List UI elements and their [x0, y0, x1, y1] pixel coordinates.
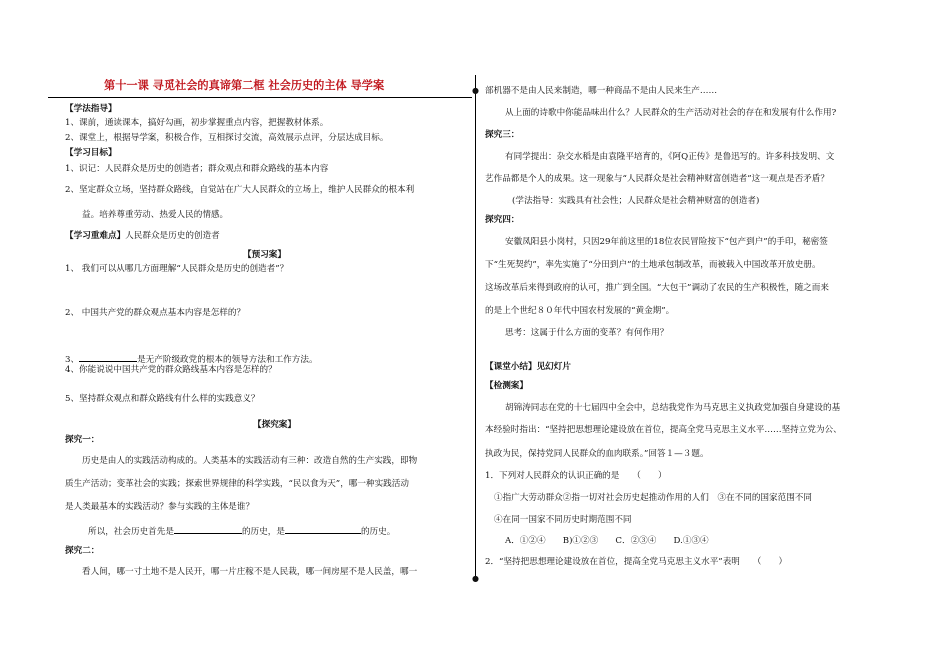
- tanjiu1-para-1: 历史是由人的实践活动构成的。人类基本的实践活动有三种：改造自然的生产实践，即物: [82, 456, 418, 466]
- mubiao-item-2a: 2、坚定群众立场，坚持群众路线，自觉站在广大人民群众的立场上，维护人民群众的根本利: [65, 185, 415, 195]
- zhongdian-text: 人民群众是历史的创造者: [125, 231, 220, 241]
- mubiao-heading: 【学习目标】: [65, 148, 117, 158]
- tanjiu3-guide: (学法指导：实践具有社会性；人民群众是社会精神财富的创造者): [512, 196, 760, 206]
- tanjiu3-para-2: 艺作品都是个人的成果。这一现象与“人民群众是社会精神财富创造者”这一观点是否矛盾？: [485, 174, 829, 184]
- question-2: 2．“坚持把思想理论建设放在首位，提高全党马克思主义水平”表明 （ ）: [485, 557, 788, 567]
- question-1: 1．下列对人民群众的认识正确的是 （ ）: [485, 471, 667, 481]
- yuxi-q3-suffix: 是无产阶级政党的根本的领导方法和工作方法。: [137, 355, 318, 365]
- mubiao-item-1: 1、识记：人民群众是历史的创造者；群众观点和群众路线的基本内容: [65, 164, 329, 174]
- jiance-para-1: 胡锦涛同志在党的十七届四中全会中，总结我党作为马克思主义执政党加强自身建设的基: [505, 403, 841, 413]
- question-1-statements-b: ④在同一国家不同历史时期范围不同: [494, 515, 632, 525]
- zhongdian-line: [65, 231, 220, 242]
- xuefa-item-1: 1、课前，通读课本，搞好勾画，初步掌握重点内容，把握教材体系。: [65, 118, 329, 128]
- divider-mark-bottom: ●: [472, 574, 479, 583]
- yuxi-q1: 1、 我们可以从哪几方面理解“人民群众是历史的创造者”？: [65, 264, 289, 274]
- tanjiu1-fill-a: 所以，社会历史首先是: [88, 527, 174, 537]
- yuxi-q3-prefix: 3、: [65, 355, 80, 365]
- tanjiu4-think: 思考：这属于什么方面的变革？有何作用？: [505, 328, 669, 338]
- question-1-statements-a: ①指广大劳动群众②指一切对社会历史起推动作用的人们 ③在不同的国家范围不同: [494, 493, 812, 503]
- tanjiu2-para-2: 部机器不是由人民来制造，哪一种商品不是由人民来生产……: [485, 86, 718, 96]
- tanjiu1-fill-c: 的历史。: [360, 527, 396, 537]
- tanjiu1-fill-line: [88, 524, 395, 538]
- yuxi-q3-blank[interactable]: [79, 352, 137, 362]
- yuxi-q4: 4、你能说说中国共产党的群众路线基本内容是怎样的？: [65, 365, 277, 375]
- tanjiu4-para-4: 的是上个世纪８０年代中国农村发展的“黄金期”。: [485, 306, 675, 316]
- tanjiu2-heading: 探究二：: [65, 546, 100, 556]
- tanjiu1-blank-1[interactable]: [174, 524, 242, 534]
- page-title: 第十一课 寻觅社会的真谛第二框 社会历史的主体 导学案: [104, 78, 385, 92]
- tanjiu3-para-1: 有同学提出：杂交水稻是由袁隆平培育的，《阿Q正传》是鲁迅写的。许多科技发明、文: [505, 152, 835, 162]
- yuxi-heading: 【预习案】: [243, 250, 286, 260]
- column-divider: [475, 75, 476, 580]
- tanjiu4-para-2: 下“生死契约”，率先实施了“分田到户”的土地承包制改革，而被载入中国改革开放史册。: [485, 260, 821, 270]
- tanjiu2-question: 从上面的诗歌中你能品味出什么？人民群众的生产活动对社会的存在和发展有什么作用?: [505, 108, 837, 118]
- tanjiu3-heading: 探究三：: [485, 130, 520, 140]
- tanjiu2-para-1: 看人间，哪一寸土地不是人民开，哪一片庄稼不是人民栽，哪一间房屋不是人民盖，哪一: [82, 567, 418, 577]
- xuefa-heading: 【学法指导】: [65, 104, 117, 114]
- yuxi-q2: 2、 中国共产党的群众观点基本内容是怎样的？: [65, 308, 246, 318]
- tanjiu4-para-3: 这场改革后来得到政府的认可，推广到全国。“大包干”调动了农民的生产积极性，随之而来: [485, 283, 829, 293]
- tanjiu1-blank-2[interactable]: [285, 524, 361, 534]
- jiance-para-2: 本经验时指出：“坚持把思想理论建设放在首位，提高全党马克思主义水平……坚持立党为公、: [485, 425, 842, 435]
- xuefa-item-2: 2、课堂上，根据导学案，积极合作，互相探讨交流，高效展示点评，分层达成目标。: [65, 133, 389, 143]
- mubiao-item-2b: 益。培养尊重劳动、热爱人民的情感。: [82, 210, 229, 220]
- divider-mark-top: ●: [472, 86, 479, 95]
- yuxi-q3: [65, 352, 318, 366]
- xiaojie-heading: 【课堂小结】见幻灯片: [485, 362, 571, 372]
- tanjiu4-para-1: 安徽凤阳县小岗村，只因29年前这里的18位农民冒险按下“包产到户”的手印，秘密签: [505, 237, 828, 247]
- jiance-heading: 【检测案】: [485, 381, 528, 391]
- tanjiu1-heading: 探究一：: [65, 435, 100, 445]
- question-1-choices: A．①②④ B)①②③ C．②③④ D.①③④: [505, 536, 709, 546]
- tanjiu1-para-3: 是人类最基本的实践活动？参与实践的主体是谁？: [65, 502, 255, 512]
- jiance-para-3: 执政为民，保持党同人民群众的血肉联系。”回答１—３题。: [485, 449, 709, 459]
- zhongdian-heading: 【学习重难点】: [65, 231, 126, 241]
- title-rule: [48, 97, 472, 98]
- tanjiu-heading: 【探究案】: [253, 420, 296, 430]
- yuxi-q5: 5、坚持群众观点和群众路线有什么样的实践意义？: [65, 394, 260, 404]
- tanjiu4-heading: 探究四：: [485, 215, 520, 225]
- tanjiu1-fill-b: 的历史，是: [241, 527, 285, 537]
- tanjiu1-para-2: 质生产活动；变革社会的实践；探索世界规律的科学实践，“民以食为天”，哪一种实践活动: [65, 479, 409, 489]
